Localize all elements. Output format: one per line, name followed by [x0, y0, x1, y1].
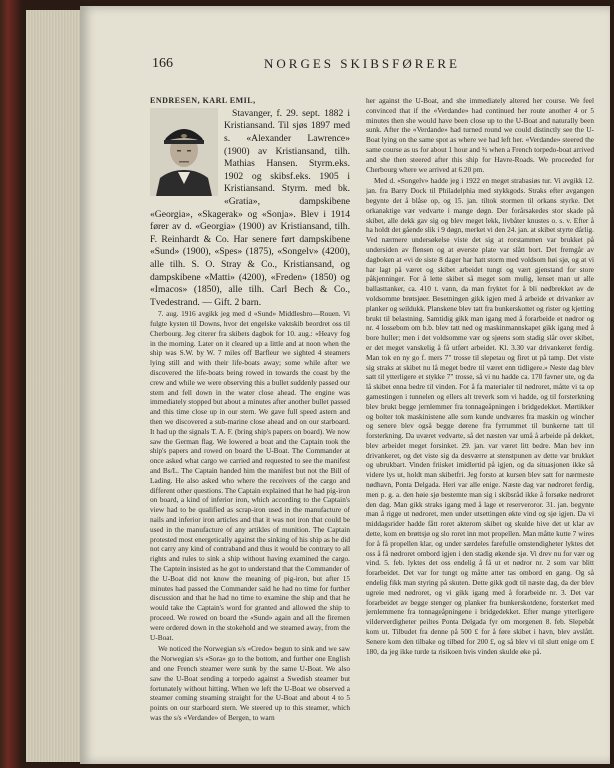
page-number: 166 — [152, 56, 173, 71]
page-edges — [26, 10, 86, 762]
page-header — [152, 56, 550, 74]
narrative-paragraph: her against the U-Boat, and she immediately altered her course. We feel convinced that if the «Verdande» had continued her route another 4 or 5 minutes then she would have been close up to the U-Boat and naturally been sunk. After the «Verdande» had turned round we could distinctly see the U-Boat lying on the same spot as where we had left her. «Verdande» steered the same course as us for about 1 hour and ¾ when a French torpedo-boat arrived and she then steered after this ship for Havre-Roads. We proceeded for Cherbourg where we arrived at 6.20 pm. — [366, 96, 594, 174]
biography-text: Stavanger, f. 29. sept. 1882 i Kristiansand. Til sjøs 1897 med s. «Alexander Lawrence» (1900) av Kristiansand, tilh. Mathias Hansen. Styrm.eks. 1902 og skibsf.eks. 1905 i Kristiansand. Styrm. med bk. «Gratia», dampskibene «Georgia», «Skagerak» og «Sonja». Blev i 1914 fører av d. «Georgia» (1900) av Kristiansand, tilh. F. Reinhardt & Co. Har senere ført dampskibene «Sund» (1900), «Spes» (1875), «Songelv» (4200), alle tilh. S. O. Stray & Co., Kristiansand, og dampskibene «Matti» (4200), «Freden» (1850) og «Imacos» (1850), alle tilh. Carl Bech & Co., Tvedestrand. — Gift. 2 barn. — [150, 107, 350, 308]
right-column — [366, 96, 594, 756]
entry-name: ENDRESEN, KARL EMIL, — [150, 96, 256, 105]
book-page — [80, 6, 610, 764]
narrative-paragraph: We noticed the Norwegian s/s «Credo» begun to sink and we saw the Norwegian s/s «Sora» go to the bottom, and further one English and one French steamer were sunk by the same U-Boat. We also saw the U-Boat sending a torpedo against a Swedish steamer but fortunately without hitting. When we left the U-Boat we observed a steamer coming steaming straight for the U-Boat and about 4 to 5 points on our starboard stern. We steered up to this steamer, which was the s/s «Verdande» of Bergen, to warn — [150, 644, 350, 722]
running-head: NORGES SKIBSFØRERE — [264, 56, 460, 71]
narrative-paragraph: 7. aug. 1916 avgikk jeg med d «Sund» Middlesbro—Rouen. Vi fulgte kysten til Downs, hvor det engelske vaktskib beordret oss til Cherbourg. Jeg citerer fra skibets dagbok for 10. aug.: «Heavy fog in the morning. Later on it cleared up a little and at noon when the ship was S.W. by W. 7 miles off Barfleur we sighted 4 steamers lying still and with their life-boats away; some while after we discovered the life-boats being rowed in towards the coast by the crew and while we were observing this a bullet suddenly passed our stem and fell down in the water close ahead. The engine was immediately stopped but about a minutes after another bullet passed and this time close up in our stern. We gave full speed astern and then we discovered a sub-marine close ahead and on our starboard. It had up the signals T. A. F. (bring ship's papers on board). We now saw the German flag. We lowered a boat and the Captain took the ship's papers and rowed on board the U-Boat. The Commander at once asked what cargo we carried and requested to see the manifest and Bs/L. The Captain handed him the manifest but not the Bill of Lading. He also asked who where the receivers of the cargo and different other questions. The Captain explained that he had pig-iron on board, a kind of inferior iron, which according to the Captain's view had to be qualified as scrap-iron used in the manufacture of nails and inferior iron articles and that it was not iron that could be used in the manufacture of any artikles of munition. The Captain protested most energetically against the sinking of his ship as he did not carry any kind of contraband and thus it would be contrary to all rights and rules to sink a ship without having examined the cargo. The Captein insisted as he got to understand that the Commander of the U-Boat did not know the meaning of pig-iron, but after 15 minutes had passed the Commander said he had no time for further discussion and that he had no time to examine the ship and that he would take the Captain's word for granted and allowed the ship to proceed. We rowed on board the «Sund» again and all the firemen were ordered down in the stokehold and we steamed away, from the U-Boat. — [150, 309, 350, 642]
narrative-paragraph: Med d. «Songelv» hadde jeg i 1922 en meget strabasiøs tur. Vi avgikk 12. jan. fra Barry Dock til Philadelphia med stykkgods. Straks efter avgangen begynte det å blåse op, og 15. jan. tiltok stormen til orkans styrke. Det orkanaktige vær vedvarte i mange døgn. Der forårsakedes stor skade på skibet, alle dekk gav sig og blev meget lekk, livbåter knustes o. s. v. Efter å ha holdt det gående slik i 9 døgn, merket vi den 24. jan. at skibet styrte dårlig. Ved nærmere undersøkelse viste det sig at rorstammen var brukket på undersiden av flensen og at øverste plate var slått bort. Det fremgår av dagboken at «vi de siste 8 dager har hatt storm med voldsom høi sjø, og at vi har lagt på været og skibet arbeidet tungt og vært gjenstand for store påkjenninger. For å lette skibet så meget som mulig, lenset man ut alle ballasttanker, ca. 410 t. vann, da man fryktet for å bli nødbrekket av de voldsomme brøtsjøer. Besetningen gikk igjen med å arbeide et drivanker av planker og seildukk. Planskene blev tatt fra bunkerskottet og rister og kjetting brukt til belastning. Samtidig gikk man igang med å forarbeide et nødror og nr. 4 lossebom om b.b. blev tatt ned og maskinmannskapet gikk igang med å bore huller; men i det voldsomme vær og sjøens som stadig slår over skibet, er det meget vanskelig å få utført arbeidet. Kl. 3.30 var drivankeret ferdig. Man tok en ny go f. mers 7" trosse til slepetau og firet ut på tamp. Det viste sig straks at skibet nu lå meget bedre til været enn tidligere.» Neste dag blev satt til ytterligere et stykke 7" trosse, så vi nu hadde ca. 170 favner ute, og da lå skibet enna bedre til vinden. For å fa materialer til nødroret, måtte vi ta op gamestingen i tunnelen og ellers alt treverk som vi hadde, og til forsterkning blev brukt begge jernlemmer fra tonnageåpningen i bridgedekket. Mørtikker og bolter tok maskinistene alle som kunde undværes fra maskin og wincher og senere blev også begge dørene fra fyrrummet til bunkerne tatt til forsterkning. Da uværet vedvarte, så det næsten var umå å arbeide på dekket, blev arbeidet meget forsinket. 29. jan. var været litt bedre. Man hev inn drivankeret, og det viste sig da desværre at stenstpunen av dette var brukket og ubrukbart. Vinden friisket imidlertid på igjen, og da situasjonen ikke så videre lys ut, holdt man skibetfri. Jeg forsto at kursen blev satt for nærmeste nødhavn, Ponta Delgada. Heri var alle enige. Næste dag var nødroret ferdig, men p. g. a. den høie sjø bestemte man sig i skibsråd ikke å forsøke nødroret den dag. Man gikk straks igang med å lage et reserveroror. 31. jan. begynte man å rigge ut nødroret, men under utsettingen økte vind og sjø igjen. Da vi middagsrider hadde fått roret akterom skibet og skulde hive det ut klar av dette, kom en brøttsjø og slo roret inn mot propellen. Man måtte kutte 7 wires for å få propellen klar, og under særdeles farefulle omstendigheter lyktes det oss å få nødroret ombord igjen i den stadig økende sjø. Vi drev nu for vær og vind. 5. feb. lyktes det oss endelig å få ut et nødror nr. 2 som var blitt forarbeidet. Det var for tungt og måtte atter tas ombord en gang. Og så endelig fikk man styring på skuten. Dette gikk godt til næste dag, da der blev ugreie med nødroret, og vi gikk igang med å forarbeide nr. 3. Det var forarbeidet av begge stenger og planker fra bunkerskotdene, forsterket med jernlemmene fra tonnageåpningene i bridgedekket. Efter mange ytterligere vilderverdigheter peiltes Ponta Delgada fyr om morgenen 8. feb. Slepebåt kom ut. Tilbudet fra denne på 500 £ for å føre skibet i havn, blev avslått. Senere kom den tilbake og tilbød for 200 £, og så blev vi til slutt enige om £ 180, da jeg ikke turde ta risikoen hvis vinden skulde øke på. — [366, 176, 594, 656]
portrait-photo — [150, 108, 218, 196]
left-column — [150, 96, 350, 756]
biography — [150, 108, 350, 310]
portrait-image — [150, 108, 218, 196]
